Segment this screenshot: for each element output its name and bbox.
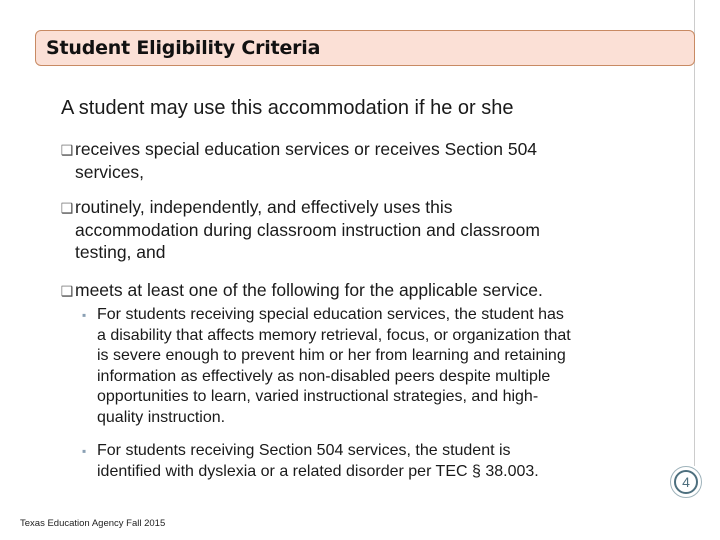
bullet-line: accommodation during classroom instruction and classroom <box>75 220 540 240</box>
sub-bullet-line: For students receiving special education services, the student has <box>97 306 564 323</box>
sub-bullet-item <box>82 305 720 429</box>
sub-bullet-line: a disability that affects memory retrieval, focus, or organization that <box>97 326 571 344</box>
square-bullet-icon: ▪ <box>82 444 87 458</box>
bullet-line: services, <box>75 162 145 182</box>
square-bullet-icon: ▪ <box>82 308 87 322</box>
sub-bullet-line: For students receiving Section 504 services, the student is <box>97 442 511 459</box>
intro-text: A student may use this accommodation if he or she <box>61 97 514 119</box>
bullet-item <box>60 196 540 263</box>
bullet-item <box>60 138 537 183</box>
page-title: Student Eligibility Criteria <box>46 37 321 59</box>
bullet-line: meets at least one of the following for the applicable service. <box>75 280 543 300</box>
page-number: 4 <box>674 470 698 494</box>
sub-bullet-line: identified with dyslexia or a related disorder per TEC § 38.003. <box>97 462 539 480</box>
checkbox-bullet-icon: ❑ <box>60 200 74 216</box>
sub-bullet-line: is severe enough to prevent him or her from learning and retaining <box>97 347 566 365</box>
footer-text: Texas Education Agency Fall 2015 <box>20 518 166 529</box>
bullet-line: receives special education services or receives Section 504 <box>75 139 538 159</box>
title-bar <box>35 30 695 66</box>
sub-bullet-line: opportunities to learn, varied instructional strategies, and high- <box>97 388 539 406</box>
bullet-line: routinely, independently, and effectively uses this <box>75 197 453 217</box>
bullet-line: testing, and <box>75 242 166 262</box>
bullet-item <box>60 279 543 302</box>
checkbox-bullet-icon: ❑ <box>60 142 74 158</box>
sub-bullet-item <box>82 441 720 482</box>
checkbox-bullet-icon: ❑ <box>60 283 74 299</box>
sub-bullet-line: quality instruction. <box>97 408 226 426</box>
sub-bullet-line: information as effectively as non-disabled peers despite multiple <box>97 367 551 385</box>
